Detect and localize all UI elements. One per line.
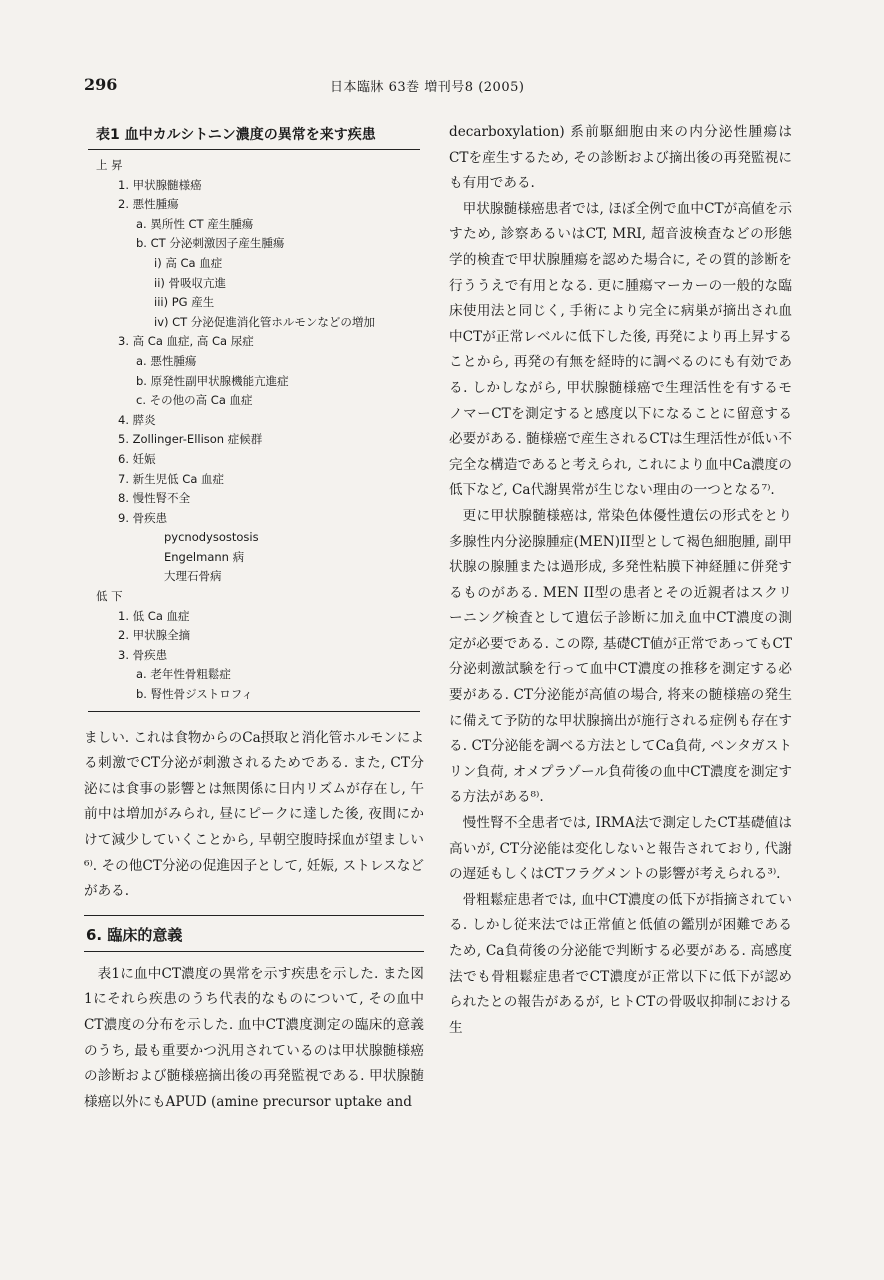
table-row: b. 腎性骨ジストロフィ [136,687,253,702]
table-row: c. その他の高 Ca 血症 [136,393,253,408]
paragraph-continued: ましい. これは食物からのCa摂取と消化管ホルモンによる刺激でCT分泌が刺激されるためである. また, CT分泌には食事の影響とは無関係に日内リズムが存在し, 午前中は増加がみられ, 昼にピークに達した後, 夜間にかけて減少していくことから, 早朝空腹時採血が望ましい⁶⁾. その他CT分泌の促進因子として, 妊娠, ストレスなどがある. [84,729,424,900]
table-row: 上 昇 [96,158,123,172]
table-row: 9. 骨疾患 [118,510,168,525]
table-row: b. 原発性副甲状腺機能亢進症 [136,373,289,388]
section-heading: 6. 臨床的意義 [84,915,424,952]
table-row: Engelmann 病 [164,549,245,564]
table-row: ii) 骨吸収亢進 [154,275,227,290]
section-paragraph: 表1に血中CT濃度の異常を示す疾患を示した. また図1にそれら疾患のうち代表的なものについて, その血中CT濃度の分布を示した. 血中CT濃度測定の臨床的意義のうち, 最も重要かつ汎用されているのは甲状腺髄様癌の診断および髄様癌摘出後の再発監視である. 甲状腺髄様癌以外にもAPUD (amine precursor uptake and [84,965,424,1110]
table-row: 3. 高 Ca 血症, 高 Ca 尿症 [118,334,254,349]
table-row: pycnodysostosis [164,530,259,545]
table-row: i) 高 Ca 血症 [154,255,223,270]
journal-header: 日本臨牀 63巻 増刊号8 (2005) [330,80,525,95]
table-row: 2. 悪性腫瘍 [118,197,179,212]
table-row: 3. 骨疾患 [118,647,168,662]
table-row: 8. 慢性腎不全 [118,491,191,506]
table-caption: 表1 血中カルシトニン濃度の異常を来す疾患 [88,120,420,150]
table-row: 5. Zollinger-Ellison 症候群 [118,432,263,447]
table-row: b. CT 分泌刺激因子産生腫瘍 [136,236,285,251]
table-1 [88,120,420,712]
body-paragraph: decarboxylation) 系前駆細胞由来の内分泌性腫瘍はCTを産生するため, その診断および摘出後の再発監視にも有用である. [449,124,792,192]
table-row: 低 下 [96,589,123,604]
body-paragraph: 慢性腎不全患者では, IRMA法で測定したCT基礎値は高いが, CT分泌能は変化しないと報告されており, 代謝の遅延もしくはCTフラグメントの影響が考えられる³⁾. [449,815,792,883]
table-row: 4. 膵炎 [118,412,156,427]
table-row: 大理石骨病 [164,569,222,584]
table-row: a. 悪性腫瘍 [136,353,197,368]
table-row: 7. 新生児低 Ca 血症 [118,471,225,486]
table-row: 2. 甲状腺全摘 [118,628,191,643]
table-row: a. 老年性骨粗鬆症 [136,667,231,682]
page-number: 296 [84,75,118,94]
body-paragraph: 骨粗鬆症患者では, 血中CT濃度の低下が指摘されている. しかし従来法では正常値と低値の鑑別が困難であるため, Ca負荷後の分泌能で判断する必要がある. 高感度法でも骨粗鬆症患者でCT濃度が正常以下に低下が認められたとの報告があるが, ヒトCTの骨吸収抑制における生 [449,891,792,1036]
table-row: iii) PG 産生 [154,295,215,310]
table-row: a. 異所性 CT 産生腫瘍 [136,216,254,231]
right-column [449,120,792,1041]
table-row: 1. 低 Ca 血症 [118,608,190,623]
table-row: 6. 妊娠 [118,451,156,466]
body-paragraph: 甲状腺髄様癌患者では, ほぼ全例で血中CTが高値を示すため, 診察あるいはCT, MRI, 超音波検査などの形態学的検査で甲状腺腫瘍を認めた場合に, その質的診断を行ううえで有用となる. 更に腫瘍マーカーの一般的な臨床使用法と同じく, 手術により完全に病巣が摘出され血中CTが正常レベルに低下した後, 再発により再上昇することから, 再発の有無を経時的に調べるのにも有効である. しかしながら, 甲状腺髄様癌で生理活性を有するモノマーCTを測定すると感度以下になることに留意する必要がある. 髄様癌で産生されるCTは生理活性が低い不完全な構造であると考えられ, これにより血中Ca濃度の低下など, Ca代謝異常が生じない理由の一つとなる⁷⁾. [449,200,792,499]
table-body [88,150,420,712]
body-paragraph: 更に甲状腺髄様癌は, 常染色体優性遺伝の形式をとり多腺性内分泌腺腫症(MEN)II型として褐色細胞腫, 副甲状腺の腺腫または過形成, 多発性粘膜下神経腫に併発するものがある. MEN II型の患者とその近親者はスクリーニング検査として遺伝子診断に加え血中CT濃度の測定が必要である. この際, 基礎CT値が正常であってもCT分泌刺激試験を行って血中CT濃度の推移を測定する必要がある. CT分泌能が高値の場合, 将来の髄様癌の発生に備えて予防的な甲状腺摘出が施行される症例も存在する. CT分泌能を調べる方法としてCa負荷, ペンタガストリン負荷, オメプラゾール負荷後の血中CT濃度を測定する方法がある⁸⁾. [449,507,792,806]
left-column [84,120,424,1115]
table-row: iv) CT 分泌促進消化管ホルモンなどの増加 [154,314,375,329]
table-row: 1. 甲状腺髄様癌 [118,177,202,192]
